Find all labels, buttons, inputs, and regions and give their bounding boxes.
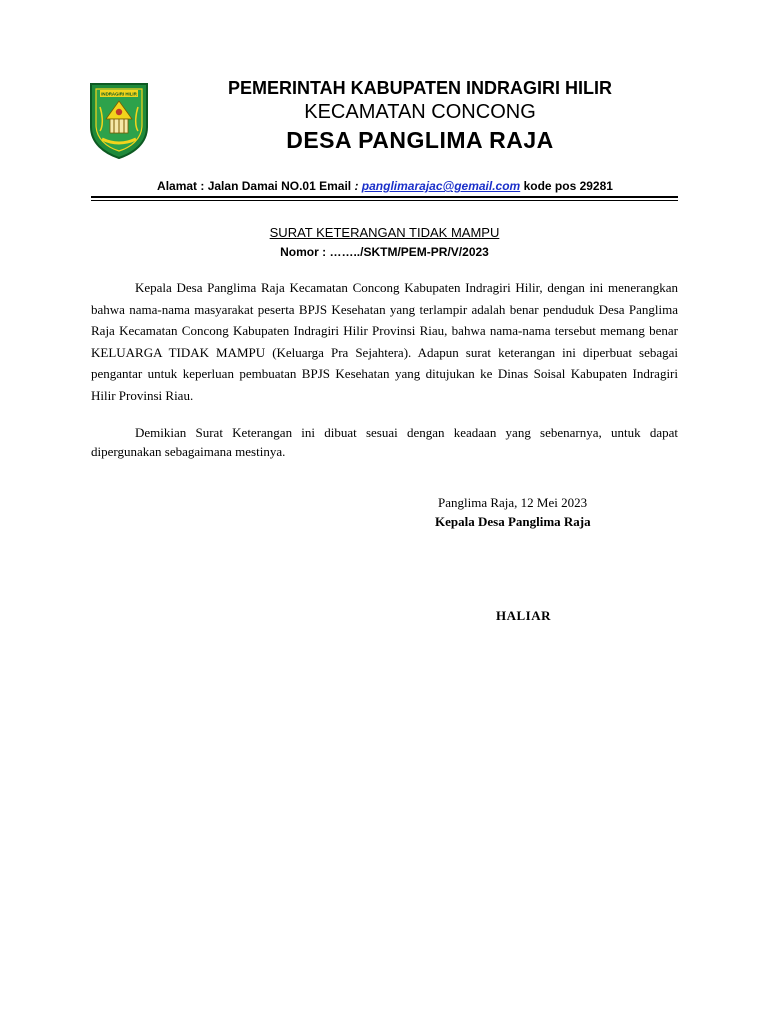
body-paragraph-1: Kepala Desa Panglima Raja Kecamatan Concong Kabupaten Indragiri Hilir, dengan ini menerangkan bahwa nama-nama masyarakat peserta BPJS Kesehatan yang terlampir adalah benar penduduk Desa Panglima Raja Kecamatan Concong Kabupaten Indragiri Hilir Provinsi Riau, bahwa nama-nama tersebut memang benar KELUARGA TIDAK MAMPU (Keluarga Pra Sejahtera). Adapun surat keterangan ini diperbuat sebagai pengantar untuk keperluan pembuatan BPJS Kesehatan yang ditujukan ke Dinas Soisal Kabupaten Indragiri Hilir Provinsi Riau. — [91, 280, 678, 403]
village-title: DESA PANGLIMA RAJA — [286, 127, 554, 153]
address-prefix: Alamat : Jalan Damai NO.01 Email — [157, 179, 352, 193]
signer-name: HALIAR — [496, 608, 552, 623]
logo-banner-text: INDRAGIRI HILIR — [101, 91, 137, 97]
address-colon: : — [351, 179, 362, 193]
place-date: Panglima Raja, 12 Mei 2023 — [438, 495, 588, 510]
government-title: PEMERINTAH KABUPATEN INDRAGIRI HILIR — [228, 78, 612, 98]
district-title: KECAMATAN CONCONG — [304, 101, 536, 123]
header-divider-thick — [91, 196, 678, 198]
postal-code: kode pos 29281 — [520, 179, 613, 193]
address-line — [92, 179, 678, 193]
body-paragraph-2: Demikian Surat Keterangan ini dibuat sesuai dengan keadaan yang sebenarnya, untuk dapat dipergunakan sebagaimana mestinya. — [91, 425, 678, 459]
regency-emblem-logo — [88, 81, 150, 159]
header-divider-thin — [91, 200, 678, 201]
letter-number: Nomor : ……../SKTM/PEM-PR/V/2023 — [280, 245, 489, 259]
letter-title: SURAT KETERANGAN TIDAK MAMPU — [269, 225, 500, 240]
email-link[interactable]: panglimarajac@gemail.com — [361, 179, 521, 193]
signer-role: Kepala Desa Panglima Raja — [435, 514, 591, 529]
